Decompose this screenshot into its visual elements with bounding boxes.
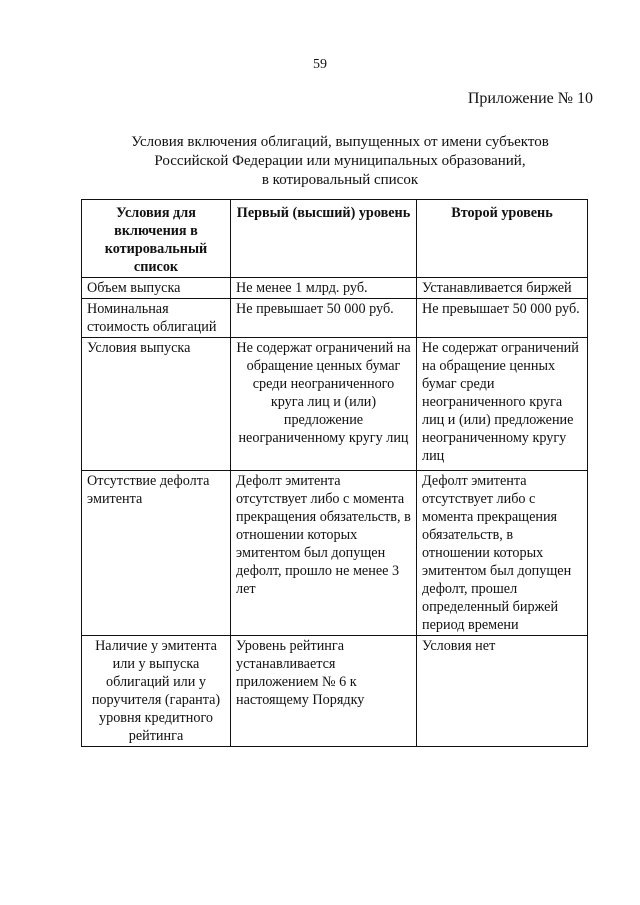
appendix-label: Приложение № 10 [467, 90, 593, 107]
header-first-level: Первый (высший) уровень [231, 200, 417, 278]
header-second-level: Второй уровень [417, 200, 588, 278]
table-row [82, 636, 588, 747]
table-row [82, 299, 588, 338]
table-header-row [82, 200, 588, 278]
cell-condition: Номинальная стоимость облигаций [82, 299, 231, 338]
document-title [80, 133, 600, 190]
cell-first-level: Не менее 1 млрд. руб. [231, 278, 417, 299]
header-conditions: Условия для включения в котировальный список [82, 200, 231, 278]
cell-first-level: Не содержат ограничений на обращение ценных бумаг среди неограниченного круга лиц и (или) предложение неограниченному кругу лиц [231, 338, 417, 471]
cell-condition: Условия выпуска [82, 338, 231, 471]
cell-condition: Объем выпуска [82, 278, 231, 299]
cell-first-level: Уровень рейтинга устанавливается приложением № 6 к настоящему Порядку [231, 636, 417, 747]
title-line-3: в котировальный список [261, 172, 419, 188]
cell-second-level: Устанавливается биржей [417, 278, 588, 299]
table-row [82, 471, 588, 636]
page-number: 59 [313, 57, 327, 72]
cell-condition: Наличие у эмитента или у выпуска облигаций или у поручителя (гаранта) уровня кредитного рейтинга [82, 636, 231, 747]
title-line-1: Условия включения облигаций, выпущенных от имени субъектов [131, 134, 549, 150]
title-line-2: Российской Федерации или муниципальных образований, [154, 153, 526, 169]
cell-first-level: Не превышает 50 000 руб. [231, 299, 417, 338]
cell-second-level: Не превышает 50 000 руб. [417, 299, 588, 338]
table-row [82, 278, 588, 299]
cell-first-level: Дефолт эмитента отсутствует либо с момента прекращения обязательств, в отношении которых эмитентом был допущен дефолт, прошло не менее 3 лет [231, 471, 417, 636]
conditions-table [81, 199, 588, 747]
cell-second-level: Дефолт эмитента отсутствует либо с момента прекращения обязательств, в отношении которых эмитентом был допущен дефолт, прошел определенный биржей период времени [417, 471, 588, 636]
cell-second-level: Условия нет [417, 636, 588, 747]
cell-condition: Отсутствие дефолта эмитента [82, 471, 231, 636]
table-row [82, 338, 588, 471]
cell-second-level: Не содержат ограничений на обращение ценных бумаг среди неограниченного круга лиц и (или) предложение неограниченному кругу лиц [417, 338, 588, 471]
